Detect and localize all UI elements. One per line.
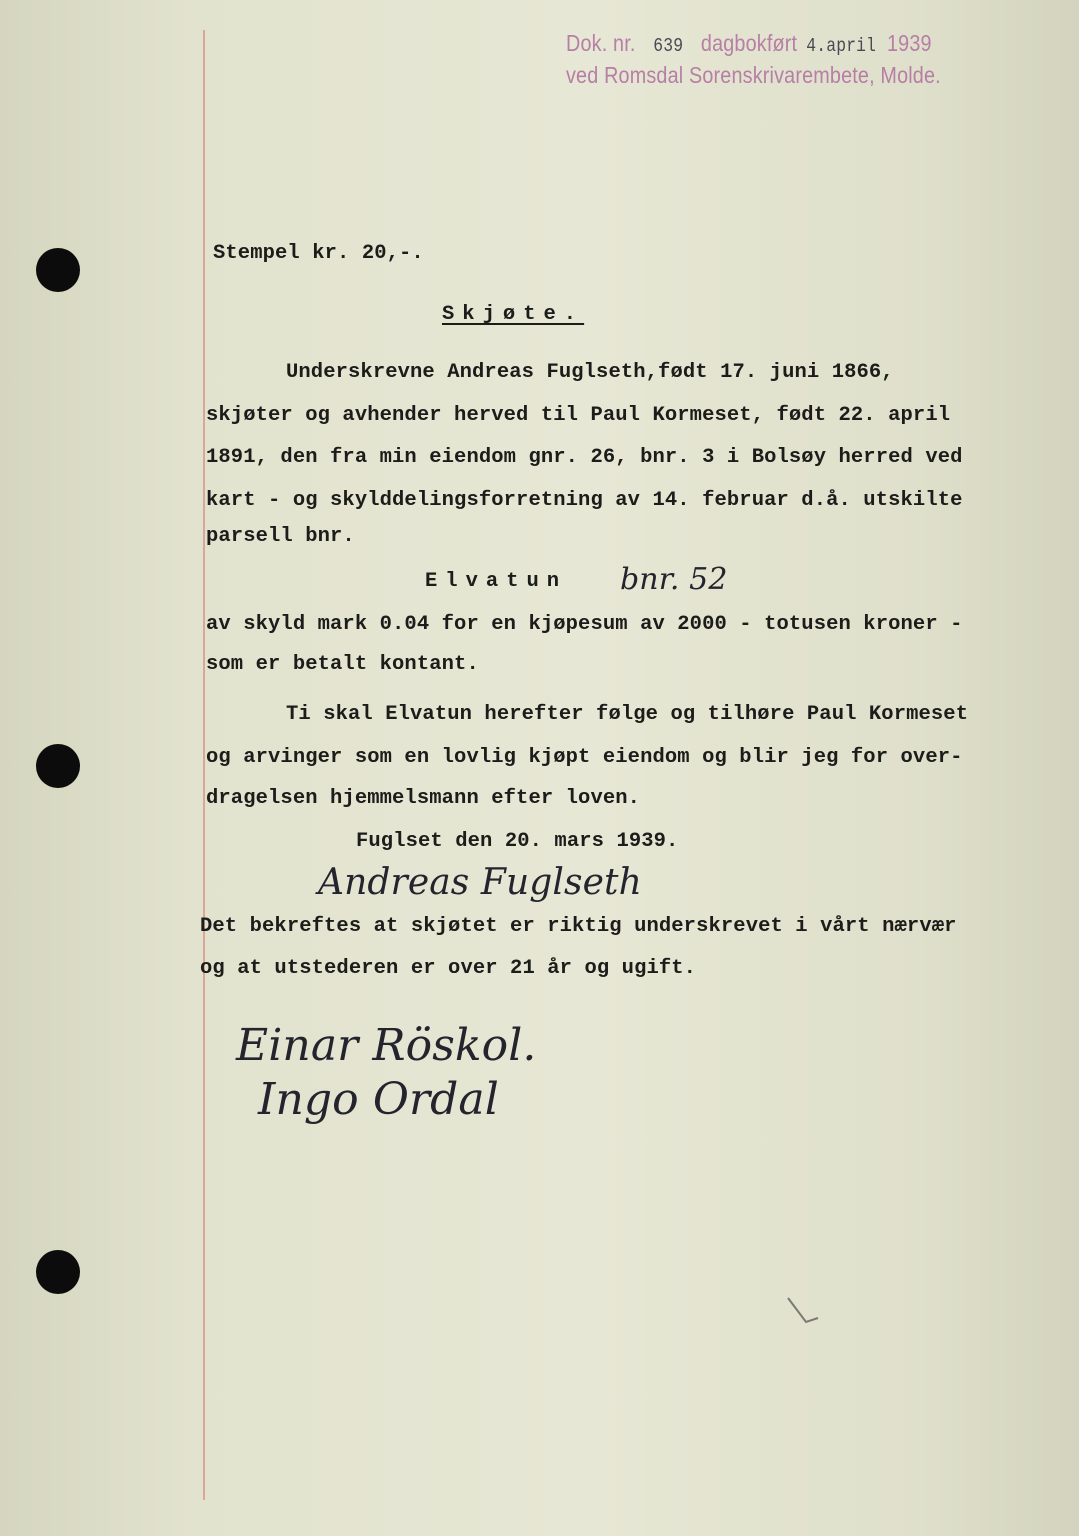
paragraph-2-line-2: og arvinger som en lovlig kjøpt eiendom og blir jeg for over- xyxy=(206,746,963,769)
witness-statement-line-2: og at utstederen er over 21 år og ugift. xyxy=(200,957,697,980)
stamp-date: 4.april xyxy=(806,35,877,57)
witness-signature-2: Ingo Ordal xyxy=(258,1074,499,1125)
paragraph-1-line-5: parsell bnr. xyxy=(206,525,355,548)
stamp-doc-label: Dok. nr. xyxy=(566,30,636,56)
parcel-handwritten-number: bnr. 52 xyxy=(620,562,728,597)
stamp-doc-number: 639 xyxy=(653,35,684,57)
deed-title: Skjøte. xyxy=(442,303,585,326)
paragraph-1-line-1: Underskrevne Andreas Fuglseth,født 17. juni 1866, xyxy=(286,361,894,384)
stamp-year: 1939 xyxy=(886,30,932,56)
registration-stamp-line-2: ved Romsdal Sorenskrivarembete, Molde. xyxy=(566,62,941,88)
seller-signature: Andreas Fuglseth xyxy=(318,862,642,903)
paragraph-1-line-3: 1891, den fra min eiendom gnr. 26, bnr. 3 i Bolsøy herred ved xyxy=(206,446,963,469)
faint-pencil-mark xyxy=(788,1298,818,1322)
price-line-1: av skyld mark 0.04 for en kjøpesum av 2000 - totusen kroner - xyxy=(206,613,963,636)
paragraph-2-line-1: Ti skal Elvatun herefter følge og tilhøre Paul Kormeset xyxy=(286,703,969,726)
paragraph-2-line-3: dragelsen hjemmelsmann efter loven. xyxy=(206,787,641,810)
witness-signature-1: Einar Röskol. xyxy=(236,1020,537,1071)
parcel-name: Elvatun xyxy=(425,570,568,593)
stamp-fee: Stempel kr. 20,-. xyxy=(213,242,424,265)
place-date: Fuglset den 20. mars 1939. xyxy=(356,830,679,853)
paragraph-1-line-4: kart - og skylddelingsforretning av 14. februar d.å. utskilte xyxy=(206,489,963,512)
paragraph-1-line-2: skjøter og avhender herved til Paul Kormeset, født 22. april xyxy=(206,404,951,427)
price-line-2: som er betalt kontant. xyxy=(206,653,479,676)
stamp-logged-label: dagbokført xyxy=(700,30,798,56)
witness-statement-line-1: Det bekreftes at skjøtet er riktig underskrevet i vårt nærvær xyxy=(200,915,957,938)
